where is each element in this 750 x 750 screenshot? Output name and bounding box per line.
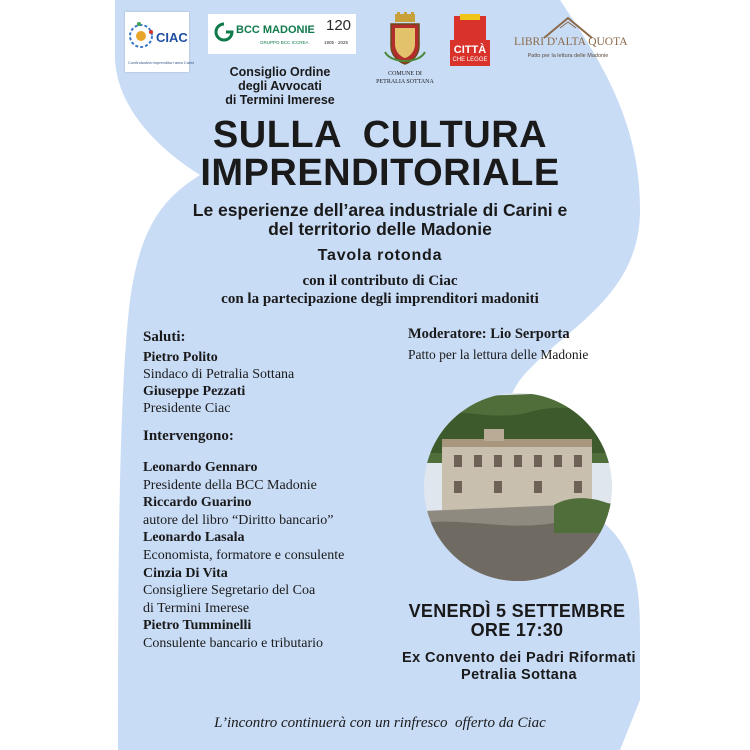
ciac-logo-text: CIAC <box>156 30 188 45</box>
libri-title: LIBRI D'ALTA QUOTA <box>514 36 628 48</box>
bcc-group: GRUPPO BCC ICCREA <box>260 40 309 45</box>
venue-line: Ex Convento dei Padri Riformati <box>402 650 636 666</box>
ciac-logo <box>125 12 195 72</box>
contributions <box>80 272 680 308</box>
speaker-role: Presidente Ciac <box>143 401 231 416</box>
coat-of-arms-icon <box>375 12 435 70</box>
citta-che-legge-logo <box>446 12 494 68</box>
title-line: IMPRENDITORIALE <box>200 152 560 194</box>
event-subtitle <box>80 201 680 239</box>
bcc-madonie-logo <box>208 14 356 54</box>
subtitle-line: del territorio delle Madonie <box>268 219 492 239</box>
citta-line2: CHE LEGGE <box>452 57 488 63</box>
speaker-role: autore del libro “Diritto bancario” <box>143 512 334 528</box>
comune-petralia-logo <box>375 12 435 90</box>
speaker-list-saluti <box>143 349 294 417</box>
bcc-anniversary: 120 <box>326 17 352 34</box>
venue-line: Petralia Sottana <box>461 667 577 683</box>
comune-line2: PETRALIA SOTTANA <box>376 79 434 85</box>
speaker-name: Giuseppe Pezzati <box>143 384 246 399</box>
organizer-block <box>190 65 370 107</box>
libri-alta-quota-logo <box>514 14 628 68</box>
contribution-line: con il contributo di Ciac <box>302 273 458 289</box>
speaker-name: Leonardo Gennaro <box>143 460 258 475</box>
libri-subtitle: Patto per la lettura delle Madonie <box>527 53 609 59</box>
speaker-name: Cinzia Di Vita <box>143 565 228 581</box>
speaker-list-intervengono <box>143 459 344 653</box>
bcc-years: 1905 · 2025 <box>324 40 349 45</box>
title-line: SULLA CULTURA <box>212 114 548 156</box>
speaker-name: Riccardo Guarino <box>143 495 252 511</box>
organizer-line: di Termini Imerese <box>225 93 335 107</box>
ciac-tagline: Confindustria imprenditori area Carini <box>128 60 195 65</box>
time-line: ORE 17:30 <box>470 620 564 640</box>
event-date <box>380 602 654 640</box>
speaker-name: Pietro Tumminelli <box>143 618 252 634</box>
saluti-heading: Saluti: <box>143 329 186 345</box>
speaker-name: Leonardo Lasala <box>143 530 245 546</box>
intervengono-heading: Intervengono: <box>143 428 234 444</box>
speaker-name: Pietro Polito <box>143 350 218 365</box>
event-type: Tavola rotonda <box>317 247 443 264</box>
convent-building-icon <box>424 393 612 581</box>
speaker-role: Consigliere Segretario del Coa <box>143 583 316 599</box>
event-title <box>80 116 680 192</box>
organizer-line: Consiglio Ordine <box>229 65 331 79</box>
speaker-role: Consulente bancario e tributario <box>143 635 323 651</box>
contribution-line: con la partecipazione degli imprenditori madoniti <box>221 291 539 307</box>
convent-photo <box>424 393 612 581</box>
speaker-role: Presidente della BCC Madonie <box>143 477 317 493</box>
event-venue <box>334 650 704 684</box>
moderator-label: Moderatore: Lio Serporta <box>408 326 570 342</box>
citta-line1: CITTÀ <box>453 44 487 56</box>
organizer-line: degli Avvocati <box>238 79 322 93</box>
bcc-emblem-icon <box>214 22 234 42</box>
subtitle-line: Le esperienze dell’area industriale di Carini e <box>192 200 568 220</box>
date-line: VENERDÌ 5 SETTEMBRE <box>408 601 626 621</box>
moderator-affiliation: Patto per la lettura delle Madonie <box>408 347 589 362</box>
speaker-role: di Termini Imerese <box>143 600 250 616</box>
speaker-role: Sindaco di Petralia Sottana <box>143 367 295 382</box>
speaker-role: Economista, formatore e consulente <box>143 547 345 563</box>
footer-note: L’incontro continuerà con un rinfresco offerto da Ciac <box>214 715 546 731</box>
bcc-name: BCC MADONIE <box>236 24 315 36</box>
comune-line1: COMUNE DI <box>388 71 422 77</box>
